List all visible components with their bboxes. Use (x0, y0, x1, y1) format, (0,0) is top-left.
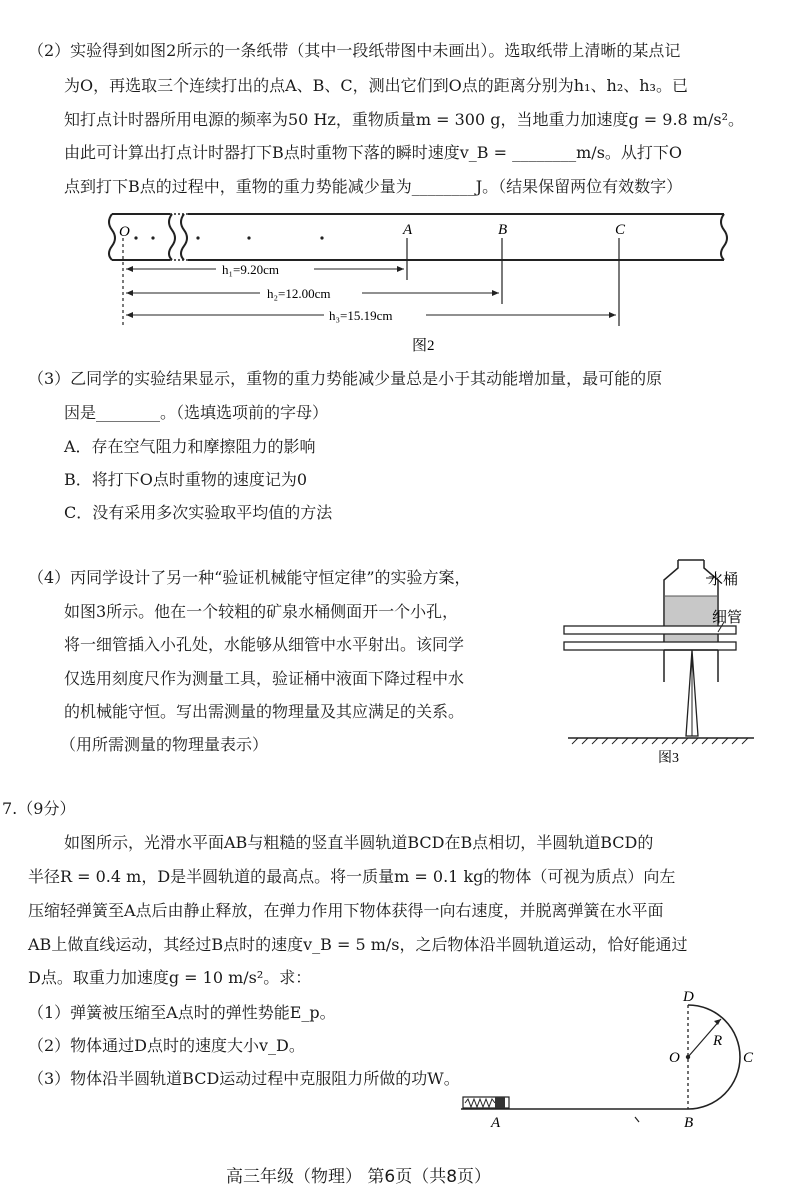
q3-line-1: （3）乙同学的实验结果显示，重物的重力势能减少量总是小于其动能增加量，最可能的原 (28, 369, 663, 388)
tube-label: 细管 (712, 610, 743, 626)
q4-line-4: 仅选用刻度尺作为测量工具，验证桶中液面下降过程中水 (64, 669, 465, 688)
figure-2-caption: 图2 (412, 338, 435, 354)
page-footer: 高三年级（物理） 第6页（共8页） (226, 1167, 492, 1187)
tape-dot (151, 236, 154, 239)
h3-label: h₃=15.19cm (329, 308, 393, 323)
q4-line-5: 的机械能守恒。写出需测量的物理量及其应满足的关系。 (64, 702, 465, 721)
figure-3-bucket (560, 556, 760, 768)
q3-option-c: C．没有采用多次实验取平均值的方法 (64, 503, 333, 522)
q7-header: 7.（9分） (2, 799, 76, 818)
q7-part-3: （3）物体沿半圆轨道BCD运动过程中克服阻力所做的功W。 (28, 1069, 460, 1088)
point-A-label: A (491, 1115, 501, 1131)
q4-line-1: （4）丙同学设计了另一种“验证机械能守恒定律”的实验方案， (28, 568, 471, 587)
q3-option-b: B．将打下O点时重物的速度记为0 (64, 470, 308, 489)
point-B-label: B (498, 222, 508, 238)
figure-2-paper-tape (100, 208, 740, 358)
q3-option-a: A．存在空气阻力和摩擦阻力的影响 (64, 437, 316, 456)
point-D-label: D (683, 989, 694, 1005)
q7-part-2: （2）物体通过D点时的速度大小v_D。 (28, 1036, 305, 1055)
q7-part-1: （1）弹簧被压缩至A点时的弹性势能E_p。 (28, 1003, 336, 1022)
q7-line-2: 半径R = 0.4 m，D是半圆轨道的最高点。将一质量m = 0.1 kg的物体（可视为质点）向左 (28, 867, 676, 886)
bucket-label: 水桶 (708, 572, 739, 588)
tape-dot (196, 236, 199, 239)
q2-line-1: （2）实验得到如图2所示的一条纸带（其中一段纸带图中未画出）。选取纸带上清晰的某点记 (28, 41, 681, 60)
q4-line-2: 如图3所示。他在一个较粗的矿泉水桶侧面开一个小孔， (64, 602, 459, 621)
q2-line-4: 由此可计算出打点计时器打下B点时重物下落的瞬时速度v_B = ________m/s。从打下O (64, 143, 683, 162)
point-O-label: O (669, 1050, 680, 1066)
q4-line-6: （用所需测量的物理量表示） (60, 735, 269, 754)
figure-track (455, 985, 755, 1135)
figure-3-caption: 图3 (658, 751, 679, 766)
point-C-label: C (743, 1050, 754, 1066)
q7-line-1: 如图所示，光滑水平面AB与粗糙的竖直半圆轨道BCD在B点相切，半圆轨道BCD的 (64, 833, 654, 852)
point-O-label: O (119, 224, 130, 240)
tube-and-table (564, 626, 736, 634)
q2-line-5: 点到打下B点的过程中，重物的重力势能减少量为________J。（结果保留两位有效数字） (64, 177, 683, 196)
q7-line-4: AB上做直线运动，其经过B点时的速度v_B = 5 m/s，之后物体沿半圆轨道运动，恰好能通过 (28, 935, 688, 954)
point-A-label: A (403, 222, 413, 238)
q2-line-3: 知打点计时器所用电源的频率为50 Hz，重物质量m = 300 g，当地重力加速度g = 9.8 m/s²。 (64, 110, 744, 129)
radius-R-label: R (713, 1033, 723, 1049)
tape-dot (134, 236, 137, 239)
tape-dot (247, 236, 250, 239)
point-C-label: C (615, 222, 626, 238)
q7-line-3: 压缩轻弹簧至A点后由静止释放，在弹力作用下物体获得一向右速度，并脱离弹簧在水平面 (28, 901, 664, 920)
water-in-bucket (665, 596, 717, 642)
q2-line-2: 为O，再选取三个连续打出的点A、B、C，测出它们到O点的距离分别为h₁、h₂、h₃。已 (64, 76, 688, 95)
h1-label: h₁=9.20cm (222, 262, 279, 277)
q7-line-5: D点。取重力加速度g = 10 m/s²。求： (28, 968, 312, 987)
h2-label: h₂=12.00cm (267, 286, 331, 301)
semicircle-track (688, 1005, 740, 1109)
point-B-label: B (684, 1115, 694, 1131)
q3-line-2: 因是________。（选填选项前的字母） (64, 403, 329, 422)
tape-dot (320, 236, 323, 239)
q4-line-3: 将一细管插入小孔处，水能够从细管中水平射出。该同学 (64, 635, 465, 654)
